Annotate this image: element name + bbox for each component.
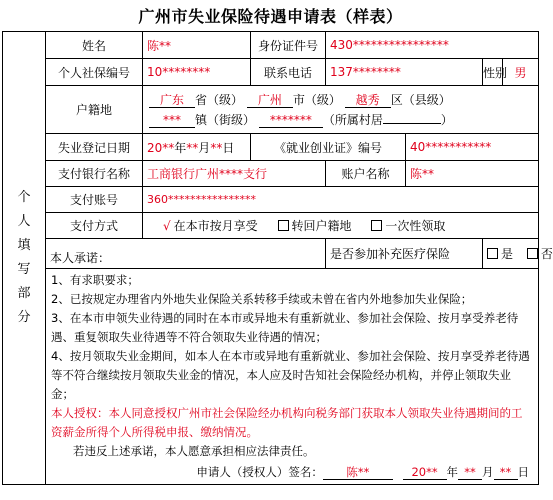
gender-label: 性别: [483, 59, 503, 86]
social-no-field[interactable]: 10********: [143, 59, 251, 86]
id-no-label: 身份证件号: [251, 32, 326, 59]
sign-month-field[interactable]: **: [458, 465, 482, 480]
supp-med-no[interactable]: 否: [527, 247, 553, 261]
checkbox-icon: [371, 220, 382, 231]
promise-item: 2、已按规定办理省内外地失业保险关系转移手续或未曾在省内外地参加失业保险；: [51, 292, 473, 306]
bank-label: 支付银行名称: [46, 161, 143, 187]
promise-liability: 若违反上述承诺，本人愿意承担相应法律责任。: [73, 444, 315, 458]
supp-med-label: 是否参加补充医疗保险: [326, 239, 483, 269]
sign-day-field[interactable]: **: [494, 465, 518, 480]
promise-authorization: 本人授权：本人同意授权广州市社会保险经办机构向税务部门获取本人领取失业待遇期间的工资薪金所得个人所得税申报、缴纳情况。: [51, 406, 523, 439]
phone-field[interactable]: 137********: [326, 59, 483, 86]
checkbox-icon: [487, 248, 498, 259]
personal-section-label: 个 人 填 写 部 分: [3, 32, 46, 485]
cert-no-field[interactable]: 40***********: [406, 134, 539, 161]
village-blank[interactable]: [383, 123, 441, 124]
social-no-label: 个人社保编号: [46, 59, 143, 86]
pay-method-options: [143, 213, 539, 239]
promise-text: [46, 269, 539, 485]
acct-name-field[interactable]: 陈**: [406, 161, 539, 187]
supp-med-yes[interactable]: 是: [487, 247, 513, 261]
district-field[interactable]: 越秀: [345, 93, 391, 108]
city-field[interactable]: 广州: [247, 93, 293, 108]
gender-field[interactable]: 男: [503, 59, 539, 86]
unemp-date-label: 失业登记日期: [46, 134, 143, 161]
signature-name-field[interactable]: 陈**: [323, 465, 393, 480]
village-field[interactable]: *******: [259, 113, 323, 128]
phone-label: 联系电话: [251, 59, 326, 86]
sign-year-field[interactable]: 20**: [403, 465, 447, 480]
id-no-field[interactable]: 430****************: [326, 32, 539, 59]
promise-item: 4、按月领取失业金期间，如本人在本市或异地有重新就业、参加社会保险、按月享受养老待遇等不符合继续按月领取失业金的情况，本人应及时告知社会保险经办机构，并停止领取失业金；: [51, 349, 530, 401]
bank-field[interactable]: 工商银行广州****支行: [143, 161, 326, 187]
checkbox-icon: [278, 220, 289, 231]
name-field[interactable]: 陈**: [143, 32, 251, 59]
town-field[interactable]: ***: [149, 113, 195, 128]
promise-heading: 本人承诺：: [46, 239, 326, 269]
promise-item: 1、有求职要求；: [51, 273, 139, 287]
supp-med-options: [483, 239, 553, 269]
promise-item: 3、在本市申领失业待遇的同时在本市或异地未有重新就业、参加社会保险、按月享受养老待遇、重复领取失业待遇等不符合领取失业待遇的情况；: [51, 311, 519, 344]
acct-name-label: 账户名称: [326, 161, 406, 187]
pay-method-label: 支付方式: [46, 213, 143, 239]
unemp-date-field[interactable]: 20**年**月**日: [143, 134, 251, 161]
check-icon: √: [163, 219, 171, 233]
pay-option-monthly[interactable]: √ 在本市按月享受: [163, 219, 258, 233]
province-field[interactable]: 广东: [149, 93, 195, 108]
hukou-address: 广东 省（级） 广州 市（级） 越秀 区（县级） *** 镇（街级） ******* （所属村居 ）: [143, 86, 539, 134]
name-label: 姓名: [46, 32, 143, 59]
page-title: 广州市失业保险待遇申请表（样表）: [138, 7, 403, 26]
pay-option-transfer[interactable]: 转回户籍地: [278, 219, 352, 233]
cert-no-label: 《就业创业证》编号: [251, 134, 406, 161]
hukou-label: 户籍地: [46, 86, 143, 134]
signature-line: 申请人（授权人）签名： 陈** 20** 年 ** 月 ** 日: [196, 465, 530, 479]
pay-option-lump-sum[interactable]: 一次性领取: [371, 219, 445, 233]
application-form: [2, 31, 553, 485]
checkbox-icon: [527, 248, 538, 259]
account-label: 支付账号: [46, 187, 143, 213]
account-field[interactable]: 360****************: [143, 187, 539, 213]
